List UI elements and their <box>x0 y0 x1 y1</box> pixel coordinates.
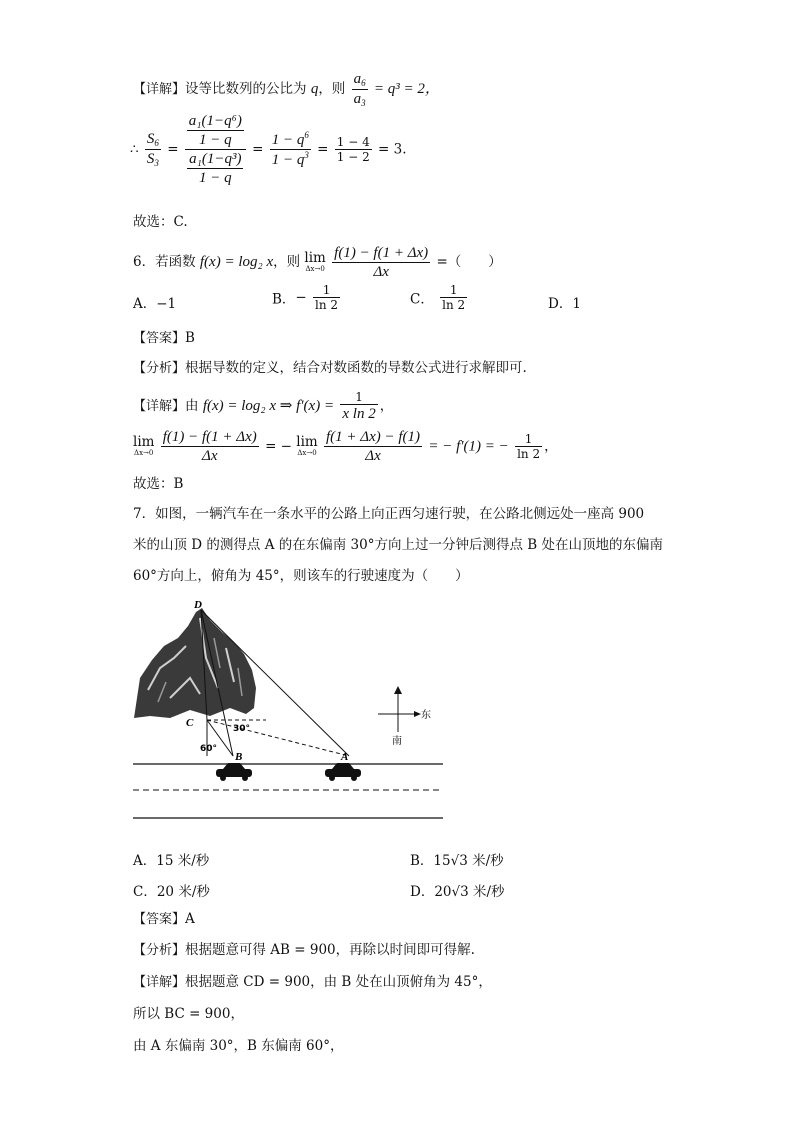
compass-south: 南 <box>392 736 402 747</box>
q6-option-d[interactable]: D．1 <box>548 296 581 312</box>
q7-detail-line3: 由 A 东偏南 30°，B 东偏南 60°， <box>133 1038 344 1054</box>
q7-stem-line3: 60°方向上，俯角为 45°，则该车的行驶速度为（ ） <box>133 568 469 584</box>
angle-60: 60° <box>200 744 218 754</box>
q7-stem-line1: 7．如图，一辆汽车在一条水平的公路上向正西匀速行驶，在公路北侧远处一座高 900 <box>133 506 645 522</box>
label-a: A <box>341 751 349 763</box>
mountain-shape <box>134 608 256 718</box>
q6-detail-line2: lim Δx→0 $\frac{f(1) - f(1 + \Delta x)}{\Delta x}$ = − lim Δx→0 $\frac{f(1 + \Delta x) - f(1)}{\Delta x}$ = − f′(1) = − $\frac{1}{\ln 2}$ ， <box>133 429 558 464</box>
q7-option-b[interactable]: B．15√3 米/秒 <box>410 853 504 869</box>
q7-detail-line2: 所以 BC = 900， <box>133 1006 244 1022</box>
label-c: C <box>186 717 194 729</box>
car-icon-a <box>325 763 361 781</box>
ratio-fraction: $\frac{a_6}{a_3}$ <box>353 71 366 108</box>
q5-conclusion: 故选：C. <box>133 214 188 230</box>
q6-option-b[interactable]: B．− $\frac{1}{\ln 2}$ <box>272 283 339 312</box>
mountain-road-diagram <box>130 598 446 826</box>
detail-tag: 【详解】 <box>133 81 186 97</box>
q7-option-d[interactable]: D．20√3 米/秒 <box>410 884 505 900</box>
q6-analysis: 【分析】根据导数的定义，结合对数函数的导数公式进行求解即可. <box>133 360 527 376</box>
car-icon-b <box>216 763 252 781</box>
q7-analysis: 【分析】根据题意可得 AB = 900，再除以时间即可得解. <box>133 942 475 958</box>
q6-conclusion: 故选：B <box>133 476 184 492</box>
q6-option-a[interactable]: A．−1 <box>133 296 177 312</box>
q7-figure <box>130 598 446 826</box>
big-fraction: $\frac{\frac{\text{a₁(1−q⁶)}}{1 - q}}{\frac{\text{a₁(1−q³)}}{1 - q}}$ <box>185 112 246 187</box>
q6-detail-line1: 【详解】由 f(x) = log₂ x ⇒ f′(x) = $\frac{1}{\text{x ln 2}}$ ， <box>133 390 394 423</box>
q7-answer: 【答案】A <box>133 911 195 927</box>
compass-east: 东 <box>421 710 431 721</box>
limit-operator: lim Δx→0 <box>304 250 326 273</box>
q7-option-a[interactable]: A．15 米/秒 <box>133 853 210 869</box>
q5-compound-fraction: ∴ $\frac{S_6}{S_3}$ = $\frac{\frac{\text{a₁(1−q⁶)}}{1 - q}}{\frac{\text{a₁(1−q³)}}{1 - q}}$ = $\frac{1 - q^6}{1 - q^3}$ = $\frac{1 - 4}{1 - 2}$ = 3. <box>130 113 407 186</box>
label-d: D <box>194 599 202 611</box>
q7-stem-line2: 米的山顶 D 的测得点 A 的在东偏南 30°方向上过一分钟后测得点 B 处在山顶地的东偏南 <box>133 537 663 553</box>
angle-30: 30° <box>233 724 251 734</box>
q6-answer: 【答案】B <box>133 330 195 346</box>
q6-option-c[interactable]: C． $\frac{1}{\ln 2}$ <box>410 283 466 312</box>
label-b: B <box>235 751 243 763</box>
q5-detail-line: 【详解】设等比数列的公比为 q，则 $\frac{a_6}{a_3}$ = q³ = 2， <box>133 71 440 108</box>
q7-option-c[interactable]: C．20 米/秒 <box>133 884 210 900</box>
q7-detail-line1: 【详解】根据题意 CD = 900，由 B 处在山顶俯角为 45°， <box>133 974 492 990</box>
q6-stem: 6．若函数 f(x) = log₂ x，则 lim Δx→0 $\frac{f(1) - f(1 + \Delta x)}{\Delta x}$ =（ ） <box>133 245 502 280</box>
